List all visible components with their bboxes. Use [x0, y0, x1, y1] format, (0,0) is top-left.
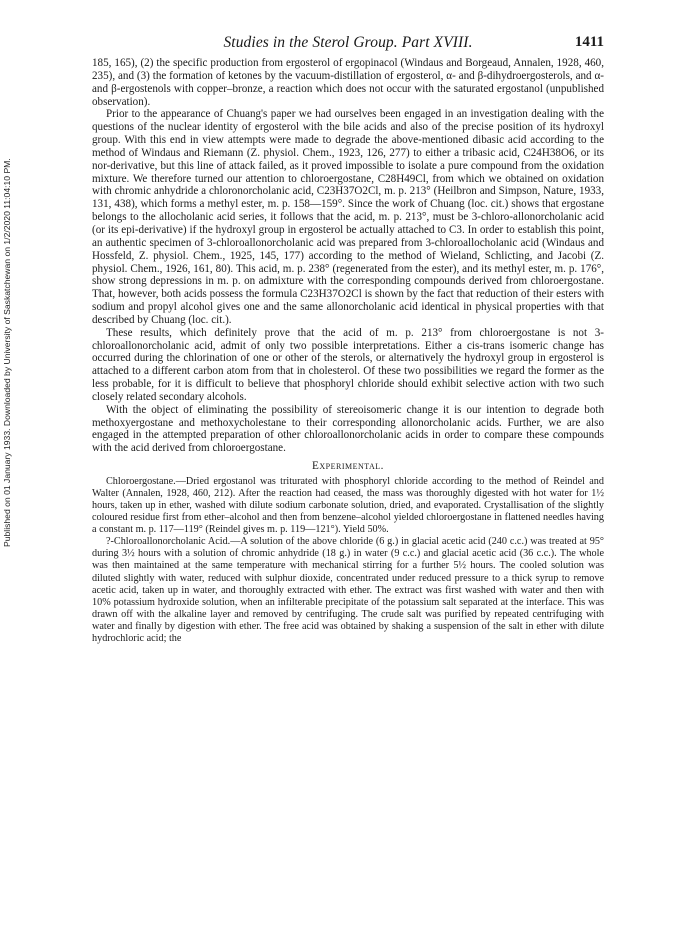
- running-title: Studies in the Sterol Group. Part XVIII.: [223, 34, 473, 51]
- page-number: 1411: [574, 34, 604, 50]
- paragraph-2: Prior to the appearance of Chuang's paper we had ourselves been engaged in an investigation dealing with the questions of the nuclear identity of ergosterol with the bile acids and also of the precise position of its hydroxyl group. With this end in view attempts were made to degrade the above-mentioned dibasic acid according to the method of Windaus and Riemann (Z. physiol. Chem., 1923, 126, 277) to either a tribasic acid, C24H38O6, or its nor-derivative, but this line of attack failed, as it proved impossible to isolate a pure compound from the oxidation mixture. We therefore turned our attention to chloroergostane, C28H49Cl, from which we obtained on oxidation with chromic anhydride a chloronorcholanic acid, C23H37O2Cl, m. p. 213° (Heilbron and Simpson, Nature, 1933, 131, 438), which forms a methyl ester, m. p. 158—159°. Since the work of Chuang (loc. cit.) shows that ergostane belongs to the allocholanic acid series, it follows that the acid, m. p. 213°, must be 3-chloro-allonorcholanic acid (or its epi-derivative) if the hydroxyl group in ergosterol be actually attached to C3. In order to establish this point, an authentic specimen of 3-chloroallonorcholanic acid was prepared from 3-chloroallocholanic acid (Windaus and Hossfeld, Z. physiol. Chem., 1925, 145, 177) according to the method of Wieland, Schlicting, and Jacobi (Z. physiol. Chem., 1926, 161, 80). This acid, m. p. 238° (regenerated from the ester), and its methyl ester, m. p. 176°, show strong depressions in m. p. on admixture with the corresponding compounds derived from chloroergostane. That, however, both acids possess the formula C23H37O2Cl is shown by the fact that reduction of their esters with sodium and propyl alcohol gives one and the same allonorcholanic acid identical in physical properties with that described by Chuang (loc. cit.).: [92, 108, 604, 326]
- download-watermark: Published on 01 January 1933. Downloaded by University of Saskatchewan on 1/2/2020 11:04:10 PM.: [2, 158, 12, 548]
- main-text: [92, 57, 604, 645]
- experimental-paragraph-1: Chloroergostane.—Dried ergostanol was triturated with phosphoryl chloride according to the method of Reindel and Walter (Annalen, 1928, 460, 212). After the reaction had ceased, the mass was thoroughly digested with hot water for 1½ hours, taken up in ether, washed with dilute sodium carbonate solution, dried, and evaporated. Crystallisation of the slightly coloured residue first from ether–alcohol and then from benzene–alcohol yielded chloroergostane in flattened needles having a constant m. p. 117—119° (Reindel gives m. p. 119—121°). Yield 50%.: [92, 476, 604, 536]
- page-header: [92, 34, 604, 54]
- paragraph-1: 185, 165), (2) the specific production from ergosterol of ergopinacol (Windaus and Borgeaud, Annalen, 1928, 460, 235), and (3) the formation of ketones by the vacuum-distillation of ergosterol, α- and β-dihydroergosterols, and α- and β-ergostenols with copper–bronze, a reaction which does not occur with the saturated ergostanol (unpublished observation).: [92, 57, 604, 108]
- section-heading-experimental: Experimental.: [312, 460, 384, 473]
- experimental-paragraph-2: ?-Chloroallonorcholanic Acid.—A solution of the above chloride (6 g.) in glacial acetic acid (240 c.c.) was treated at 95° during 3½ hours with a solution of chromic anhydride (18 g.) in water (9 c.c.) and glacial acetic acid (36 c.c.). The whole was then maintained at the same temperature with mechanical stirring for a further 5½ hours. The cooled solution was diluted slightly with water, reduced with sulphur dioxide, concentrated under reduced pressure to a thick syrup to remove acetic acid, taken up in water, and thoroughly extracted with ether. The extract was first washed with water and then with 10% potassium hydroxide solution, when an infilterable precipitate of the potassium salt separated at the interface. This was drawn off with the alkaline layer and removed by centrifuging. The crude salt was purified by repeated centrifuging with water and finally by digestion with ether. The free acid was obtained by shaking a suspension of the salt in ether with dilute hydrochloric acid; the: [92, 536, 604, 644]
- paragraph-4: With the object of eliminating the possibility of stereoisomeric change it is our intention to degrade both methoxyergostane and methoxycholestane to their corresponding allonorcholanic acids. Further, we are also engaged in the attempted preparation of other chloroallonorcholanic acids in order to compare these compounds with the acid derived from chloroergostane.: [92, 403, 604, 455]
- paragraph-3: These results, which definitely prove that the acid of m. p. 213° from chloroergostane is not 3-chloroallonorcholanic acid, admit of only two possible interpretations. Either a cis-trans isomeric change has occurred during the chlorination of one or other of the sterols, or alternatively the hydroxyl group in ergosterol is attached to a different carbon atom from that in cholesterol. Of these two possibilities we regard the former as the less probable, for it is difficult to believe that phosphoryl chloride should exhibit selective action with two such closely related secondary alcohols.: [92, 326, 604, 403]
